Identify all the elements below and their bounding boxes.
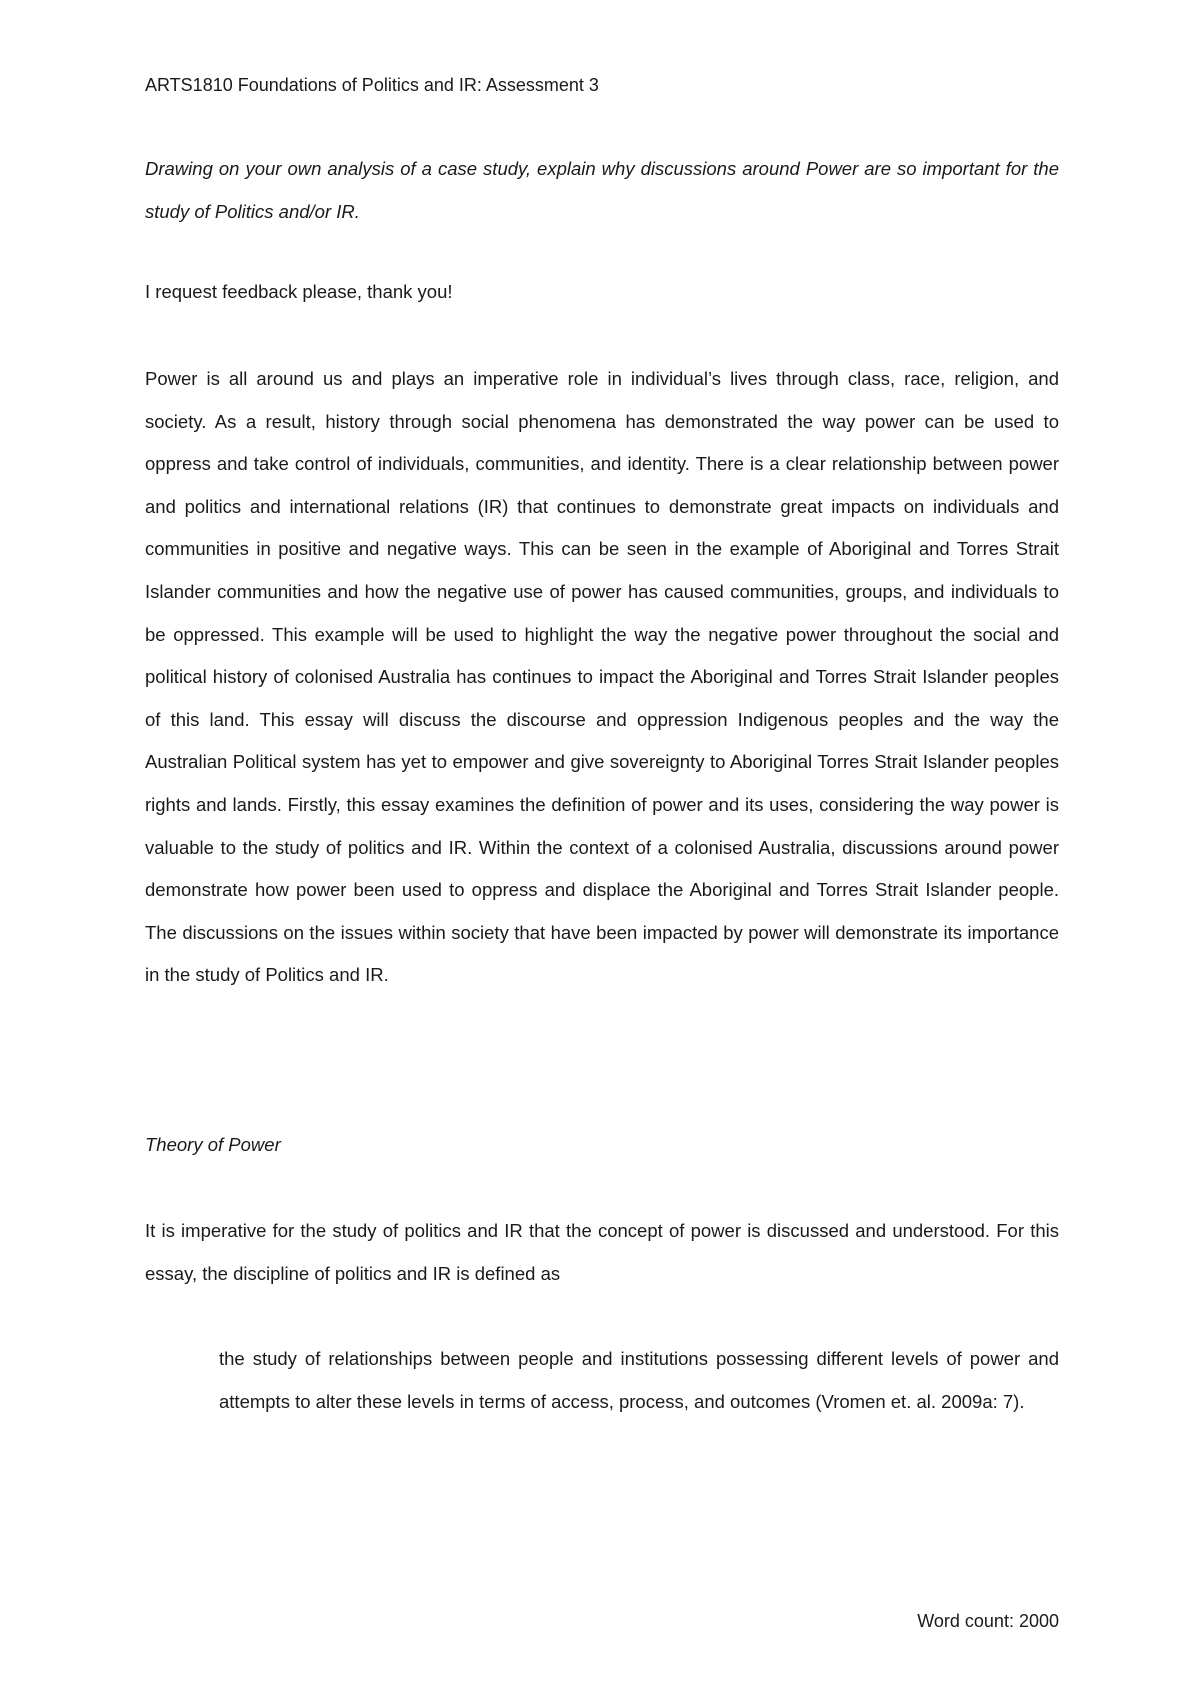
word-count: Word count: 2000: [917, 1611, 1059, 1631]
theory-paragraph: It is imperative for the study of politics and IR that the concept of power is discussed and understood. For this essay, the discipline of politics and IR is defined as: [145, 1220, 1059, 1284]
block-quote: the study of relationships between people and institutions possessing different levels of power and attempts to alter these levels in terms of access, process, and outcomes (Vromen et. al. 2009a: 7).: [219, 1348, 1059, 1412]
section-heading: Theory of Power: [145, 1134, 281, 1155]
essay-question: Drawing on your own analysis of a case study, explain why discussions around Power are so important for the study of Politics and/or IR.: [145, 158, 1059, 222]
document-header: ARTS1810 Foundations of Politics and IR: Assessment 3: [145, 75, 599, 95]
intro-paragraph: Power is all around us and plays an imperative role in individual’s lives through class, race, religion, and society. As a result, history through social phenomena has demonstrated the way power can be used to oppress and take control of individuals, communities, and identity. There is a clear relationship between power and politics and international relations (IR) that continues to demonstrate great impacts on individuals and communities in positive and negative ways. This can be seen in the example of Aboriginal and Torres Strait Islander communities and how the negative use of power has caused communities, groups, and individuals to be oppressed. This example will be used to highlight the way the negative power throughout the social and political history of colonised Australia has continues to impact the Aboriginal and Torres Strait Islander peoples of this land. This essay will discuss the discourse and oppression Indigenous peoples and the way the Australian Political system has yet to empower and give sovereignty to Aboriginal Torres Strait Islander peoples rights and lands. Firstly, this essay examines the definition of power and its uses, considering the way power is valuable to the study of politics and IR. Within the context of a colonised Australia, discussions around power demonstrate how power been used to oppress and displace the Aboriginal and Torres Strait Islander people. The discussions on the issues within society that have been impacted by power will demonstrate its importance in the study of Politics and IR.: [145, 368, 1059, 986]
feedback-request: I request feedback please, thank you!: [145, 281, 453, 302]
